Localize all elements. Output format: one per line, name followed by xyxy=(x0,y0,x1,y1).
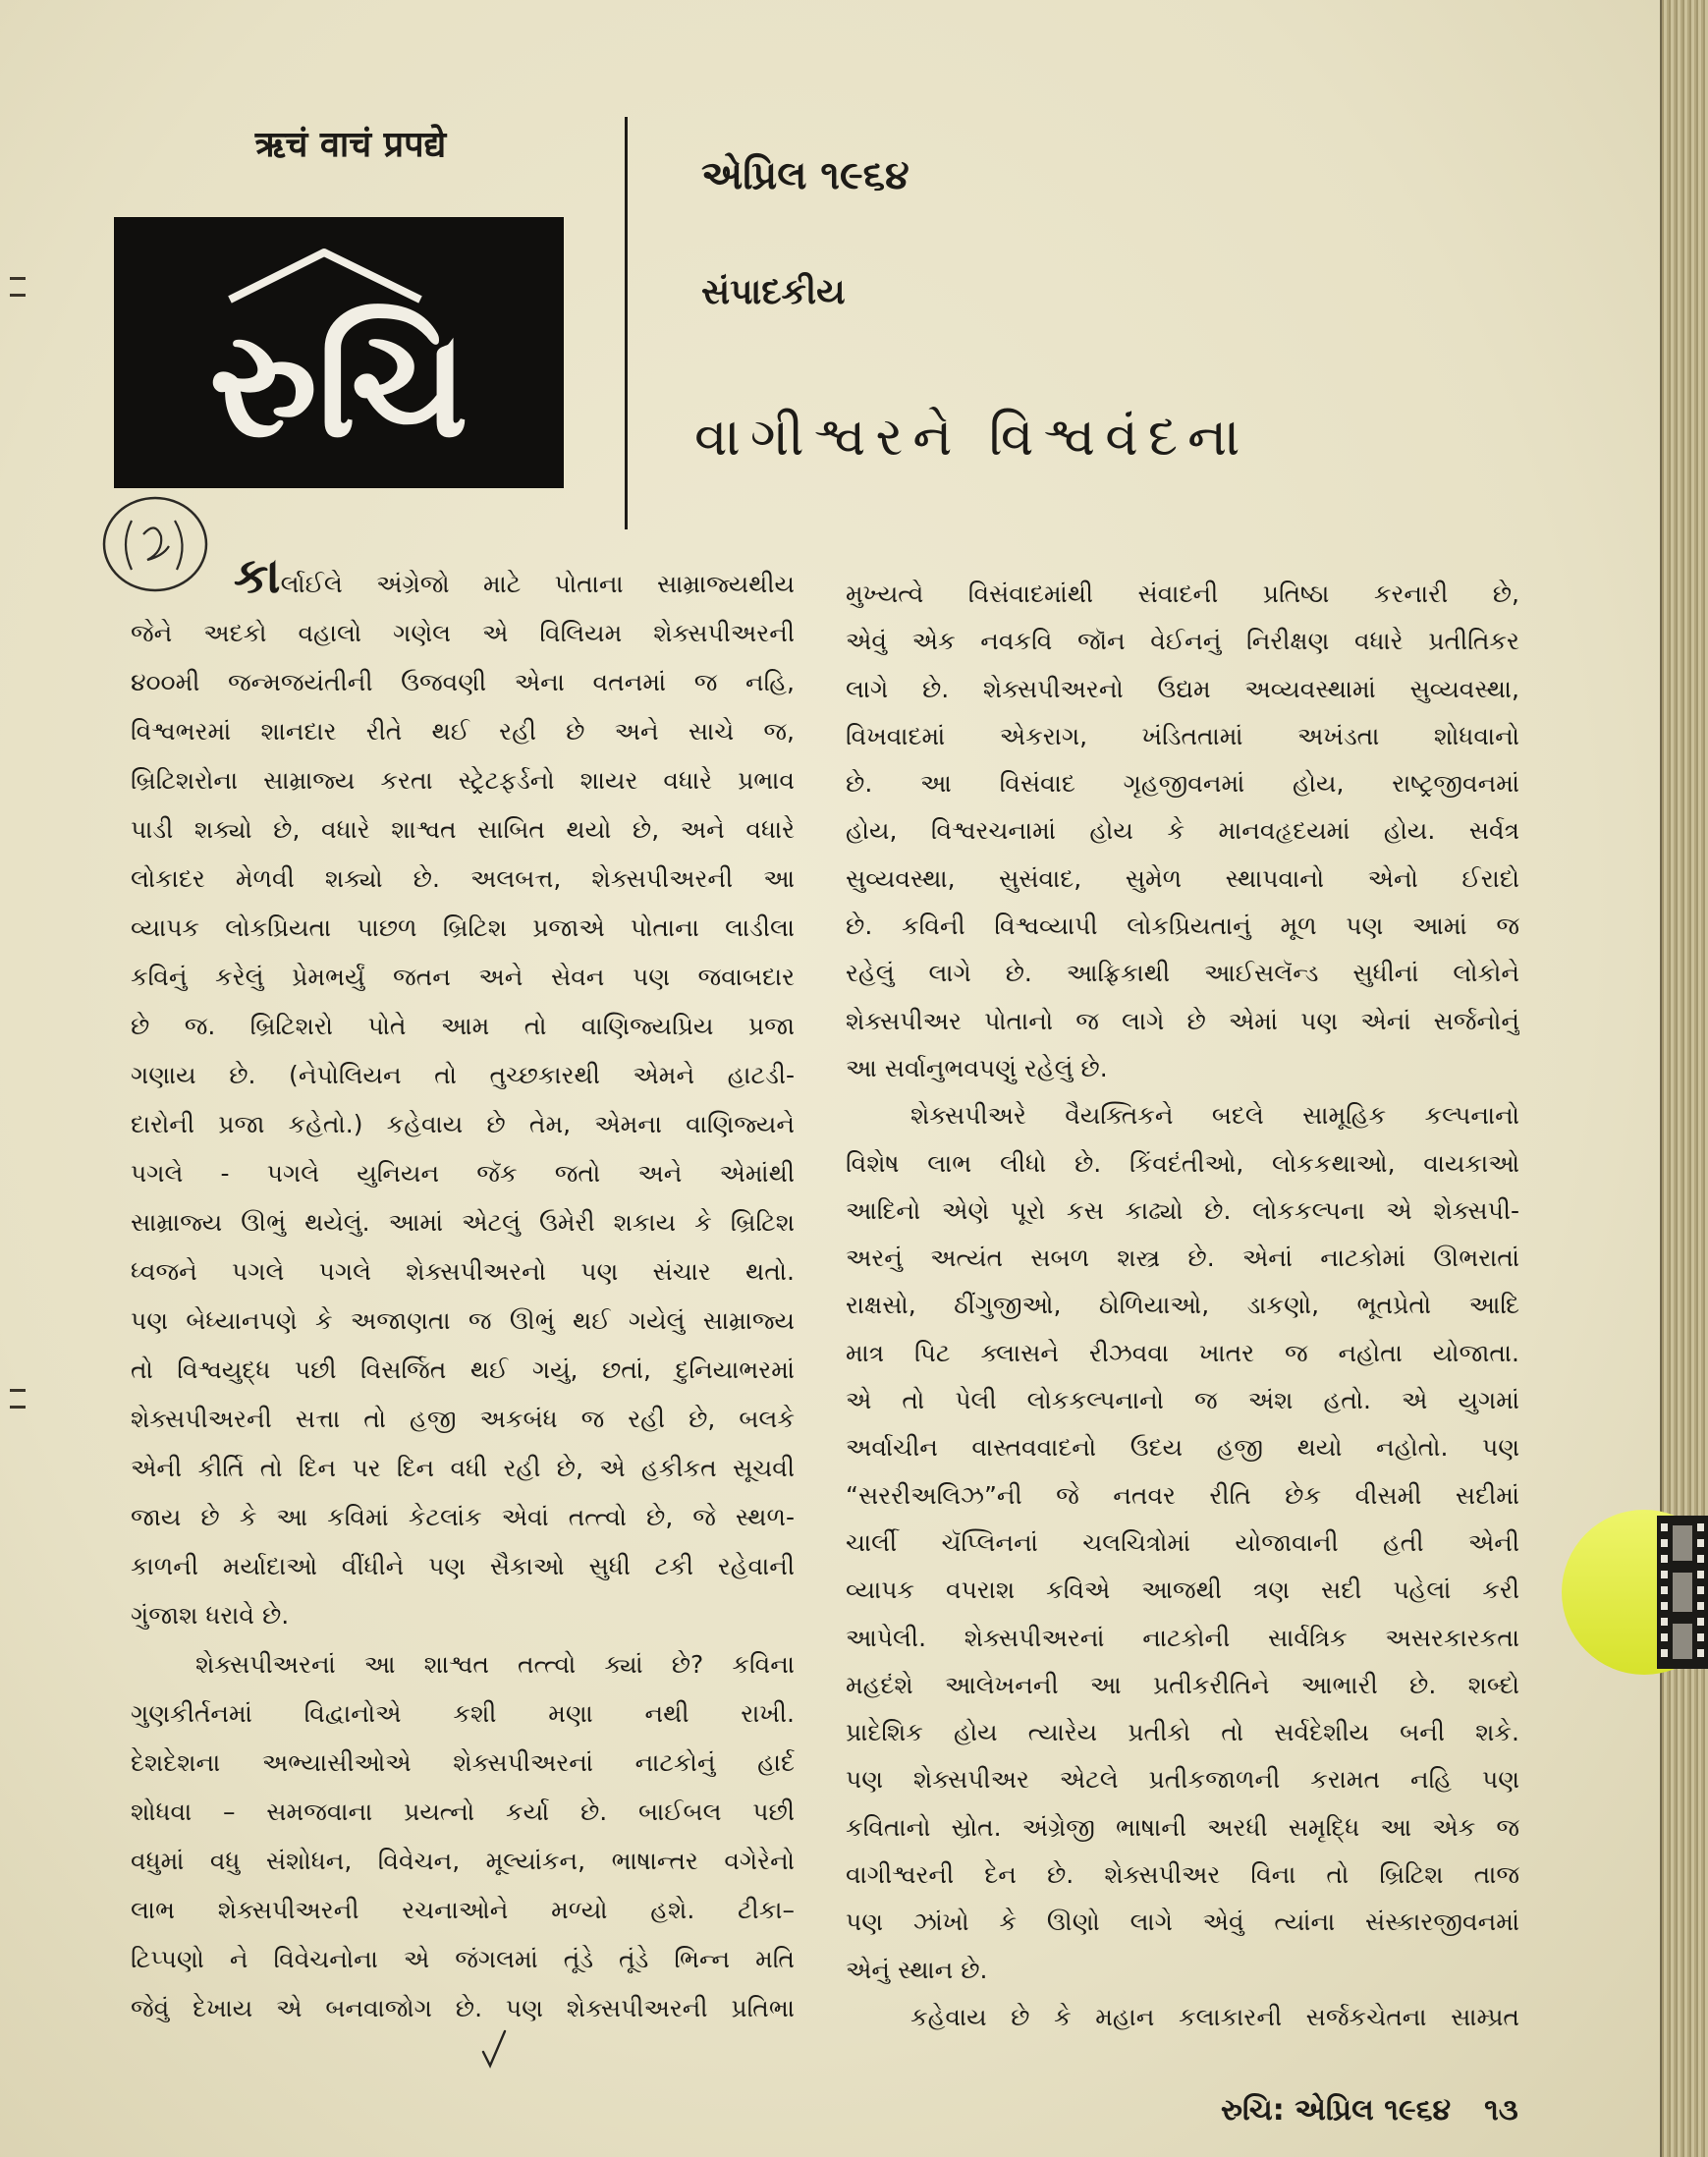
text-line: વ્યાપક લોકપ્રિયતા પાછળ બ્રિટિશ પ્રજાએ પોતાના લાડીલા xyxy=(131,913,795,942)
section-label: સંપાદકીય xyxy=(701,272,846,312)
text-line: કવિનું કરેલું પ્રેમભર્યું જતન અને સેવન પણ જવાબદાર xyxy=(131,963,795,991)
text-line: પણ શેક્સપીઅર એટલે પ્રતીકજાળની કરામત નહિ પણ xyxy=(846,1765,1519,1795)
page-number: ૧૩ xyxy=(1484,2093,1518,2128)
text-line: લાભ શેક્સપીઅરની રચનાઓને મળ્યો હશે. ટીકા– xyxy=(131,1896,795,1924)
text-line: ચાર્લી ચૅપ્લિનનાં ચલચિત્રોમાં યોજાવાની હતી એની xyxy=(846,1527,1519,1557)
text-line: શેક્સપીઅર પોતાનો જ લાગે છે એમાં પણ એનાં સર્જનોનું xyxy=(846,1006,1519,1035)
text-line: જાય છે કે આ કવિમાં કેટલાંક એવાં તત્ત્વો છે, જે સ્થળ- xyxy=(131,1503,795,1531)
text-line: છે. કવિની વિશ્વવ્યાપી લોકપ્રિયતાનું મૂળ પણ આમાં જ xyxy=(846,912,1519,941)
left-column xyxy=(131,547,795,2033)
text-line: કહેવાય છે કે મહાન કલાકારની સર્જકચેતના સામ્પ્રત xyxy=(910,2002,1519,2031)
text-line: રાક્ષસો, ઠીંગુજીઓ, ઠોળિયાઓ, ડાકણો, ભૂતપ્રેતો આદિ xyxy=(846,1291,1519,1320)
text-line: એની કીર્તિ તો દિન પર દિન વધી રહી છે, એ હકીકત સૂચવી xyxy=(131,1454,795,1482)
text-line: શેક્સપીઅરની સત્તા તો હજી અકબંધ જ રહી છે, બલકે xyxy=(131,1405,795,1433)
text-line: એનું સ્થાન છે. xyxy=(846,1955,988,1984)
text-line: હોય, વિશ્વરચનામાં હોય કે માનવહૃદયમાં હોય. સર્વત્ર xyxy=(846,816,1519,846)
text-line: મહદંશે આલેખનની આ પ્રતીકરીતિને આભારી છે. શબ્દો xyxy=(846,1670,1519,1699)
book-page-edges xyxy=(1660,0,1708,2157)
text-line: જેને અદકો વહાલો ગણેલ એ વિલિયમ શેક્સપીઅરની xyxy=(131,619,795,647)
text-line: સામ્રાજ્ય ઊભું થયેલું. આમાં એટલું ઉમેરી શકાય કે બ્રિટિશ xyxy=(131,1208,795,1237)
text-line: આ સર્વાનુભવપણું રહેલું છે. xyxy=(846,1053,1108,1082)
logo-artwork xyxy=(114,217,564,488)
text-line: મુખ્યત્વે વિસંવાદમાંથી સંવાદની પ્રતિષ્ઠા કરનારી છે, xyxy=(846,580,1519,608)
text-line: પાડી શક્યો છે, વધારે શાશ્વત સાબિત થયો છે, અને વધારે xyxy=(131,815,795,844)
text-line: વ્યાપક વપરાશ કવિએ આજથી ત્રણ સદી પહેલાં કરી xyxy=(846,1576,1519,1605)
text-line: લોકાદર મેળવી શક્યો છે. અલબત્ત, શેક્સપીઅરની આ xyxy=(131,864,795,893)
right-column xyxy=(846,571,1519,2041)
logo-roof-stroke xyxy=(230,252,420,300)
binding-staple xyxy=(10,1389,26,1409)
text-line: શોધવા – સમજવાના પ્રયત્નો કર્યા છે. બાઈબલ પછી xyxy=(131,1798,795,1826)
text-line: એ તો પેલી લોકકલ્પનાનો જ અંશ હતો. એ યુગમાં xyxy=(846,1386,1519,1415)
text-line: કાળની મર્યાદાઓ વીંધીને પણ સૈકાઓ સુધી ટકી રહેવાની xyxy=(131,1552,795,1580)
check-mark-icon xyxy=(479,2029,509,2073)
text-line: અરનું અત્યંત સબળ શસ્ત્ર છે. એનાં નાટકોમાં ઊભરાતાં xyxy=(846,1244,1519,1273)
text-line: શેક્સપીઅરનાં આ શાશ્વત તત્ત્વો ક્યાં છે? કવિના xyxy=(195,1650,795,1679)
issue-date: એપ્રિલ ૧૯૬૪ xyxy=(701,153,909,198)
yellow-page-tab-icon xyxy=(1560,1508,1708,1681)
magazine-logo xyxy=(114,217,564,488)
text-line: વિખવાદમાં એકરાગ, ખંડિતતામાં અખંડતા શોધવાનો xyxy=(846,721,1519,750)
text-line: ગણાય છે. (નેપોલિયન તો તુચ્છકારથી એમને હાટડી- xyxy=(131,1061,795,1089)
text-line: વધુમાં વધુ સંશોધન, વિવેચન, મૂલ્યાંકન, ભાષાન્તર વગેરેનો xyxy=(131,1847,795,1875)
text-line: પણ ઝાંખો કે ઊણો લાગે એવું ત્યાંના સંસ્કારજીવનમાં xyxy=(846,1908,1519,1937)
article-title: વાગીશ્વરને વિશ્વવંદના xyxy=(694,406,1250,468)
text-line: પગલે - પગલે યુનિયન જૅક જતો અને એમાંથી xyxy=(131,1159,795,1188)
text-line: જેવું દેખાય એ બનવાજોગ છે. પણ શેક્સપીઅરની પ્રતિભા xyxy=(131,1994,795,2022)
text-line: છે જ. બ્રિટિશરો પોતે આમ તો વાણિજ્યપ્રિય પ્રજા xyxy=(131,1012,795,1040)
text-line: અર્વાચીન વાસ્તવવાદનો ઉદય હજી થયો નહોતો. પણ xyxy=(846,1433,1519,1463)
text-line: ગુંજાશ ધરાવે છે. xyxy=(131,1601,290,1630)
binding-staple xyxy=(10,277,26,297)
logo-text: રુચિ xyxy=(209,300,468,470)
text-line: ગુણકીર્તનમાં વિદ્વાનોએ કશી મણા નથી રાખી. xyxy=(131,1699,795,1728)
text-line: આદિનો એણે પૂરો કસ કાઢ્યો છે. લોકકલ્પના એ શેક્સપી- xyxy=(846,1195,1519,1225)
text-line: વાગીશ્વરની દેન છે. શેક્સપીઅર વિના તો બ્રિટિશ તાજ xyxy=(846,1860,1519,1890)
text-line: ટિપ્પણો ને વિવેચનોના એ જંગલમાં તૂંડે તૂંડે ભિન્ન મતિ xyxy=(131,1945,795,1973)
text-line: બ્રિટિશરોના સામ્રાજ્ય કરતા સ્ટ્રેટફર્ડનો શાયર વધારે પ્રભાવ xyxy=(131,766,795,795)
text-line: રહેલું લાગે છે. આફ્રિકાથી આઈસલૅન્ડ સુધીનાં લોકોને xyxy=(846,959,1519,988)
running-head: રુચિ: એપ્રિલ ૧૯૬૪ xyxy=(1221,2093,1452,2128)
text-line: તો વિશ્વયુદ્ધ પછી વિસર્જિત થઈ ગયું, છતાં, દુનિયાભરમાં xyxy=(131,1355,795,1384)
masthead-divider xyxy=(625,117,628,529)
text-line: લાગે છે. શેક્સપીઅરનો ઉદ્યમ અવ્યવસ્થામાં સુવ્યવસ્થા, xyxy=(846,674,1519,703)
text-line: એવું એક નવકવિ જૉન વેઈનનું નિરીક્ષણ વધારે પ્રતીતિકર xyxy=(846,627,1519,656)
masthead-motto: ऋचं वाचं प्रपद्ये xyxy=(254,124,447,165)
text-line: માત્ર પિટ ક્લાસને રીઝવવા ખાતર જ નહોતા યોજાતા. xyxy=(846,1338,1519,1367)
text-line: શેક્સપીઅરે વૈયક્તિકને બદલે સામૂહિક કલ્પનાનો xyxy=(910,1101,1519,1131)
text-line: ૪૦૦મી જન્મજયંતીની ઉજવણી એના વતનમાં જ નહિ, xyxy=(131,668,795,696)
page-footer xyxy=(1221,2089,1518,2132)
text-line: કવિતાનો સ્રોત. અંગ્રેજી ભાષાની અરધી સમૃદ્ધિ આ એક જ xyxy=(846,1812,1519,1842)
text-line: દારોની પ્રજા કહેતો.) કહેવાય છે તેમ, એમના વાણિજ્યને xyxy=(131,1110,795,1138)
text-line: પણ બેધ્યાનપણે કે અજાણતા જ ઊભું થઈ ગયેલું સામ્રાજ્ય xyxy=(131,1306,795,1335)
text-line: વિશેષ લાભ લીધો છે. કિંવદંતીઓ, લોકકથાઓ, વાયકાઓ xyxy=(846,1148,1519,1178)
text-line: દેશદેશના અભ્યાસીઓએ શેક્સપીઅરનાં નાટકોનું હાર્દ xyxy=(131,1748,795,1777)
text-line: વિશ્વભરમાં શાનદાર રીતે થઈ રહી છે અને સાચે જ, xyxy=(131,717,795,746)
text-line-rest: ર્લાઈલે અંગ્રેજો માટે પોતાના સામ્રાજ્યથીય xyxy=(280,570,795,598)
text-line: સુવ્યવસ્થા, સુસંવાદ, સુમેળ સ્થાપવાનો એનો ઈરાદો xyxy=(846,863,1519,893)
text-line: પ્રાદેશિક હોય ત્યારેય પ્રતીકો તો સર્વદેશીય બની શકે. xyxy=(846,1718,1519,1747)
text-line: છે. આ વિસંવાદ ગૃહજીવનમાં હોય, રાષ્ટ્રજીવનમાં xyxy=(846,769,1519,799)
text-line: “સરરીઅલિઝ”ની જે નતવર રીતિ છેક વીસમી સદીમાં xyxy=(846,1480,1519,1510)
drop-cap: કા xyxy=(234,547,281,604)
text-line: આપેલી. શેક્સપીઅરનાં નાટકોની સાર્વત્રિક અસરકારકતા xyxy=(846,1623,1519,1652)
text-line xyxy=(131,547,795,609)
text-line: ધ્વજને પગલે પગલે શેક્સપીઅરનો પણ સંચાર થતો. xyxy=(131,1257,795,1286)
